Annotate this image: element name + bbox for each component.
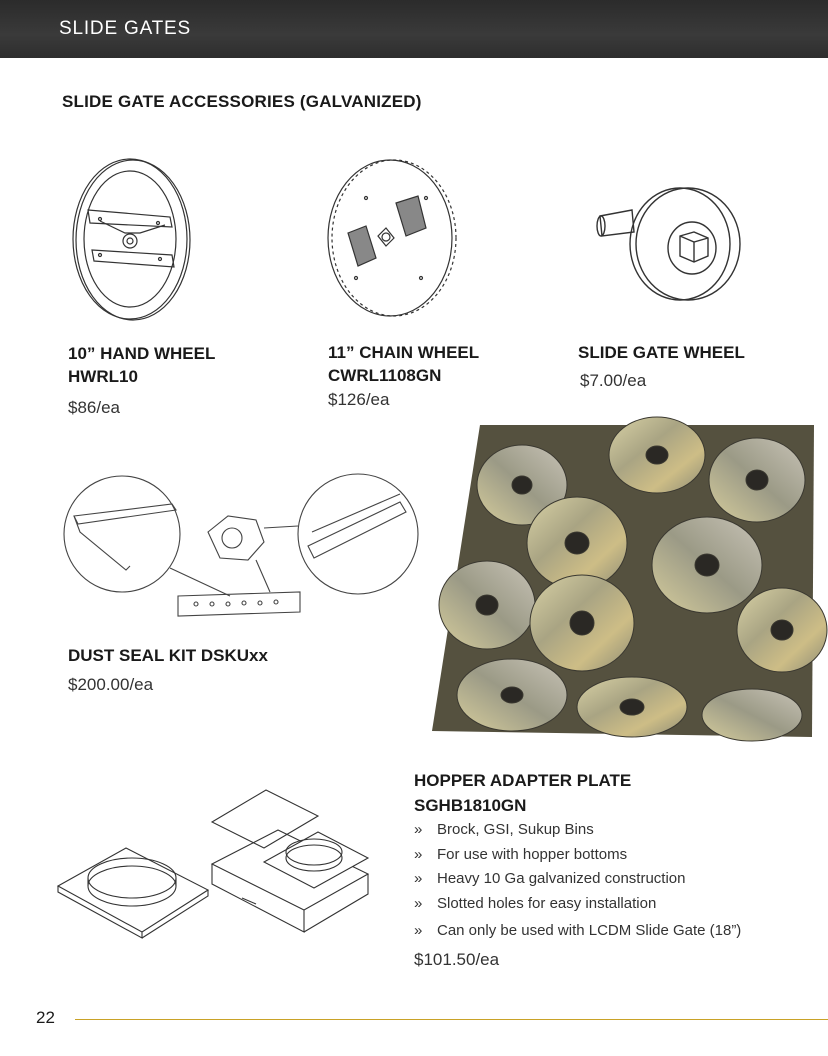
slide-gate-wheel-drawing — [592, 176, 742, 304]
list-item: » For use with hopper bottoms — [414, 845, 628, 863]
hopper-plate-price: $101.50/ea — [414, 950, 500, 969]
chain-wheel-drawing — [326, 158, 462, 318]
list-item: » Slotted holes for easy installation — [414, 894, 657, 912]
chain-wheel-name: 11” CHAIN WHEEL — [328, 343, 480, 362]
dust-seal-kit-drawing — [60, 472, 422, 624]
gate-wheel-name: SLIDE GATE WHEEL — [578, 343, 745, 362]
dust-seal-price: $200.00/ea — [68, 675, 154, 694]
chain-wheel-price: $126/ea — [328, 390, 390, 409]
list-item: » Heavy 10 Ga galvanized construction — [414, 870, 686, 887]
footer-rule — [75, 1019, 828, 1020]
hopper-plate-code: SGHB1810GN — [414, 796, 527, 815]
hand-wheel-name: 10” HAND WHEEL — [68, 344, 216, 363]
list-item: » Brock, GSI, Sukup Bins — [414, 821, 594, 838]
gate-wheel-price: $7.00/ea — [580, 371, 647, 390]
page-number: 22 — [36, 1008, 55, 1027]
chain-wheel-code: CWRL1108GN — [328, 366, 442, 385]
galvanized-wheels-photo — [432, 425, 814, 737]
list-item: » Can only be used with LCDM Slide Gate (18”) — [414, 922, 742, 939]
hopper-plate-features — [414, 821, 741, 947]
hand-wheel-code: HWRL10 — [68, 367, 138, 386]
hopper-adapter-plate-drawing — [56, 786, 376, 942]
page-header — [0, 0, 828, 58]
section-title: SLIDE GATE ACCESSORIES (GALVANIZED) — [62, 92, 422, 111]
hand-wheel-drawing — [70, 155, 196, 323]
dust-seal-name: DUST SEAL KIT DSKUxx — [68, 646, 268, 665]
hopper-plate-name: HOPPER ADAPTER PLATE — [414, 771, 632, 790]
hand-wheel-price: $86/ea — [68, 398, 120, 417]
header-title: SLIDE GATES — [59, 18, 191, 39]
